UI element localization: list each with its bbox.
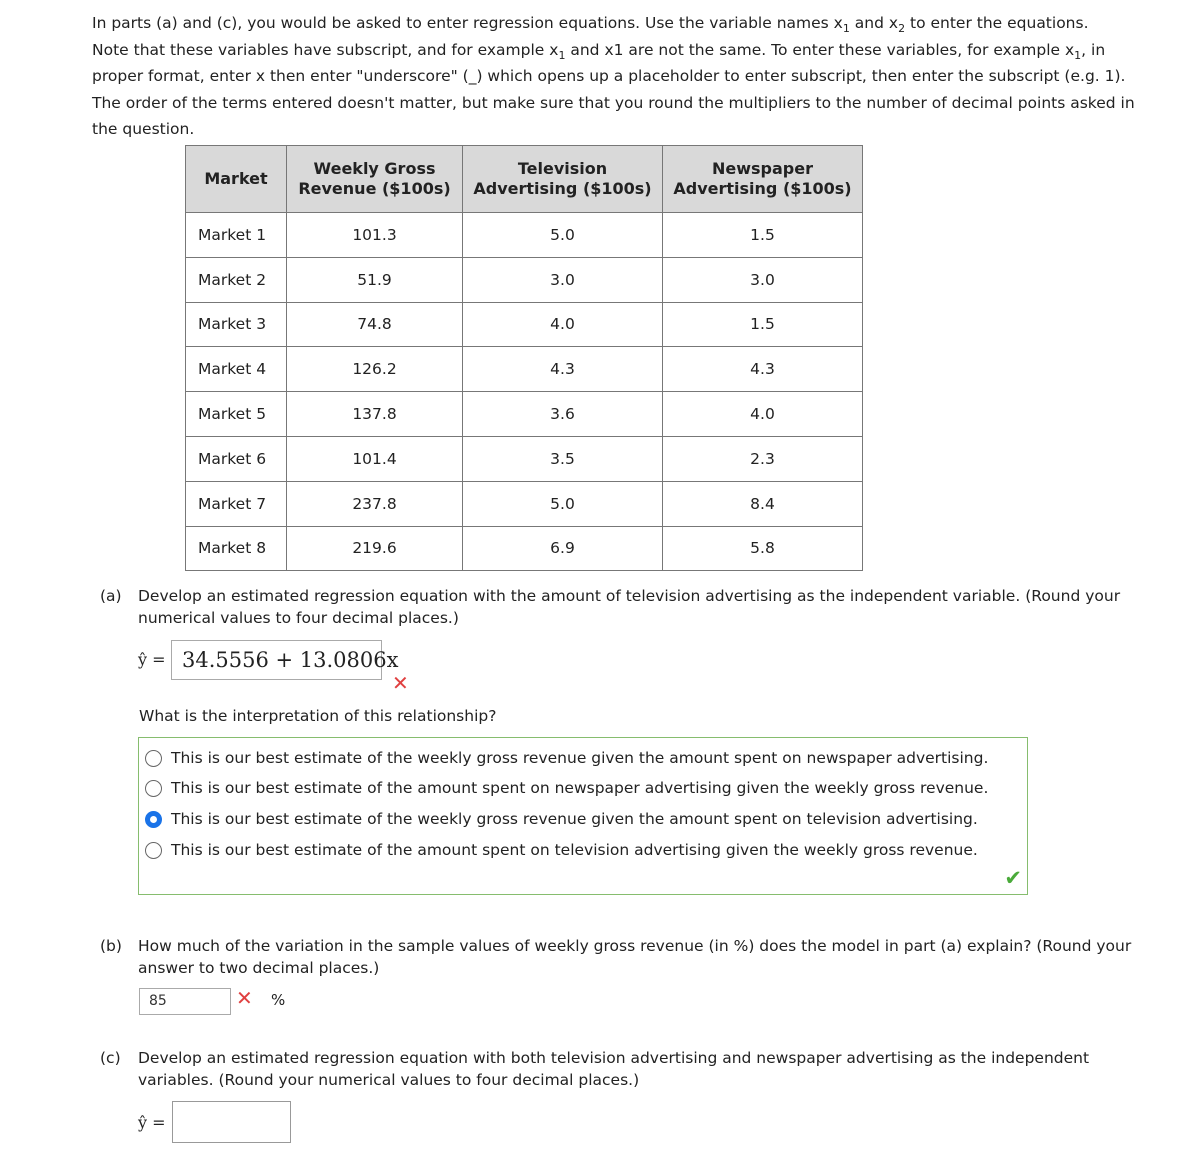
part-a-incorrect-icon: ✕: [392, 671, 409, 695]
cell-newspaper: 3.0: [663, 257, 863, 302]
part-b-incorrect-icon: ✕: [236, 986, 253, 1010]
cell-revenue: 219.6: [287, 526, 463, 571]
cell-newspaper: 2.3: [663, 436, 863, 481]
part-b-answer-input[interactable]: [139, 988, 231, 1015]
cell-television: 3.5: [463, 436, 663, 481]
cell-revenue: 126.2: [287, 347, 463, 392]
choice-3[interactable]: [145, 807, 978, 831]
cell-newspaper: 1.5: [663, 302, 863, 347]
part-a-equation-value: 34.5556 + 13.0806x: [182, 648, 399, 672]
radio-2[interactable]: [145, 780, 162, 797]
part-c-label: (c): [100, 1049, 121, 1067]
header-newspaper-advertising: [663, 146, 863, 213]
table-header-row: [186, 146, 863, 213]
header-line: Television: [517, 159, 608, 178]
choice-1-label: This is our best estimate of the weekly gross revenue given the amount spent on newspaper advertising.: [171, 749, 989, 767]
cell-revenue: 101.3: [287, 213, 463, 258]
instructions: [92, 10, 1152, 143]
cell-television: 4.3: [463, 347, 663, 392]
header-line: Advertising ($100s): [673, 179, 852, 198]
cell-newspaper: 5.8: [663, 526, 863, 571]
cell-television: 3.6: [463, 392, 663, 437]
table-row: [186, 347, 863, 392]
radio-1[interactable]: [145, 750, 162, 767]
cell-newspaper: 8.4: [663, 481, 863, 526]
cell-television: 3.0: [463, 257, 663, 302]
part-b-label: (b): [100, 937, 122, 955]
choice-2[interactable]: [145, 776, 988, 800]
header-line: Newspaper: [712, 159, 813, 178]
table-row: [186, 481, 863, 526]
header-line: Advertising ($100s): [473, 179, 652, 198]
correct-check-icon: ✔: [1004, 866, 1022, 890]
part-c-prompt: [100, 1047, 1138, 1091]
header-line: Revenue ($100s): [298, 179, 451, 198]
instructions-line2: Note that these variables have subscript, and for example $x_1$ and x1 are not the same. To enter these variables, for example $x_1$, in: [92, 40, 1106, 62]
part-c-text: Develop an estimated regression equation with both television advertising and newspaper advertising as the independent variables. (Round your numerical values to four decimal places.): [138, 1049, 1090, 1089]
cell-market: Market 2: [186, 257, 287, 302]
table-row: [186, 436, 863, 481]
choice-1[interactable]: [145, 746, 988, 770]
part-a-label: (a): [100, 587, 122, 605]
table-row: [186, 526, 863, 571]
cell-market: Market 4: [186, 347, 287, 392]
part-a-prompt: [100, 585, 1138, 629]
interpretation-question: What is the interpretation of this relationship?: [139, 707, 497, 725]
interpretation-choices: [138, 737, 1028, 895]
choice-2-label: This is our best estimate of the amount spent on newspaper advertising given the weekly gross revenue.: [171, 779, 989, 797]
cell-revenue: 101.4: [287, 436, 463, 481]
cell-revenue: 74.8: [287, 302, 463, 347]
cell-market: Market 8: [186, 526, 287, 571]
choice-4[interactable]: [145, 838, 978, 862]
header-weekly-gross-revenue: [287, 146, 463, 213]
cell-television: 4.0: [463, 302, 663, 347]
instructions-line1: In parts (a) and (c), you would be asked to enter regression equations. Use the variable names $x_1$ and $x_2$ to enter the equations.: [92, 14, 1089, 35]
cell-market: Market 7: [186, 481, 287, 526]
part-c-equation-input[interactable]: [172, 1101, 291, 1143]
header-television-advertising: [463, 146, 663, 213]
cell-market: Market 6: [186, 436, 287, 481]
choice-3-label: This is our best estimate of the weekly gross revenue given the amount spent on television advertising.: [171, 810, 978, 828]
radio-3-selected[interactable]: [145, 811, 162, 828]
header-line: Weekly Gross: [313, 159, 436, 178]
instructions-line3: proper format, enter x then enter "underscore" (_) which opens up a placeholder to enter subscript, then enter the subscript (e.g. 1). The order of the terms entered doesn't matter, but make sure that you round the multipliers to the number of decimal points asked in the question.: [92, 67, 1135, 138]
cell-market: Market 3: [186, 302, 287, 347]
cell-newspaper: 4.0: [663, 392, 863, 437]
part-b-answer-value: 85: [149, 993, 167, 1009]
part-a-equation-input[interactable]: [171, 640, 399, 680]
cell-market: Market 5: [186, 392, 287, 437]
table-body: [186, 213, 863, 571]
radio-4[interactable]: [145, 842, 162, 859]
cell-newspaper: 4.3: [663, 347, 863, 392]
cell-newspaper: 1.5: [663, 213, 863, 258]
table-row: [186, 257, 863, 302]
part-a-yhat-label: ŷ =: [138, 650, 166, 669]
table-row: [186, 392, 863, 437]
part-b-text: How much of the variation in the sample values of weekly gross revenue (in %) does the model in part (a) explain? (Round your answer to two decimal places.): [138, 937, 1132, 977]
header-market: [186, 146, 287, 213]
data-table: [185, 145, 863, 571]
part-c-yhat-label: ŷ =: [138, 1113, 166, 1132]
header-line: Market: [204, 169, 268, 188]
cell-television: 5.0: [463, 481, 663, 526]
cell-revenue: 51.9: [287, 257, 463, 302]
part-a-text: Develop an estimated regression equation with the amount of television advertising as the independent variable. (Round your numerical values to four decimal places.): [138, 587, 1121, 627]
table-row: [186, 213, 863, 258]
part-b-prompt: [100, 935, 1138, 979]
cell-television: 5.0: [463, 213, 663, 258]
choice-4-label: This is our best estimate of the amount spent on television advertising given the weekly gross revenue.: [171, 841, 978, 859]
cell-market: Market 1: [186, 213, 287, 258]
cell-revenue: 137.8: [287, 392, 463, 437]
cell-television: 6.9: [463, 526, 663, 571]
percent-unit: %: [271, 991, 286, 1009]
cell-revenue: 237.8: [287, 481, 463, 526]
table-row: [186, 302, 863, 347]
